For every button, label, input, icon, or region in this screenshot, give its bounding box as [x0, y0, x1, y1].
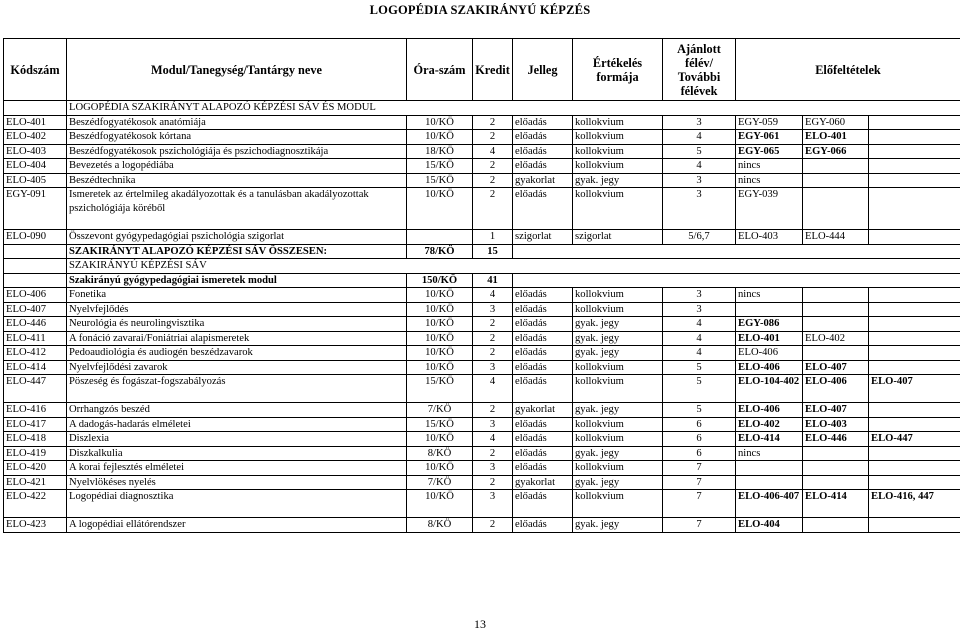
course-eval: kollokvium	[573, 375, 663, 403]
course-code: ELO-447	[4, 375, 67, 403]
table-row	[4, 417, 960, 432]
module-hours: 150/KÖ	[407, 273, 473, 288]
table-row	[4, 244, 960, 259]
course-semester: 3	[663, 188, 736, 230]
course-type: előadás	[513, 331, 573, 346]
course-semester: 6	[663, 432, 736, 447]
prereq-3	[869, 461, 960, 476]
prereq-3	[869, 346, 960, 361]
course-credit: 3	[473, 360, 513, 375]
prereq-1: ELO-406	[736, 346, 803, 361]
course-hours: 15/KÖ	[407, 375, 473, 403]
header-name: Modul/Tanegység/Tantárgy neve	[67, 39, 407, 101]
prereq-2: ELO-446	[803, 432, 869, 447]
course-name: Ismeretek az értelmileg akadályozottak és a tanulásban akadályozottak pszichológiája köréből	[67, 188, 407, 230]
header-code: Kódszám	[4, 39, 67, 101]
course-semester: 4	[663, 331, 736, 346]
course-type: szigorlat	[513, 230, 573, 245]
course-semester: 3	[663, 173, 736, 188]
header-semester: Ajánlott félév/ További félévek	[663, 39, 736, 101]
prereq-1: EGY-059	[736, 115, 803, 130]
course-name: A dadogás-hadarás elméletei	[67, 417, 407, 432]
course-type: előadás	[513, 115, 573, 130]
course-hours: 15/KÖ	[407, 173, 473, 188]
section-sum-credit: 15	[473, 244, 513, 259]
course-credit: 2	[473, 159, 513, 174]
course-name: Nyelvfejlődési zavarok	[67, 360, 407, 375]
prereq-3: ELO-447	[869, 432, 960, 447]
prereq-2	[803, 302, 869, 317]
prereq-3	[869, 360, 960, 375]
course-hours: 10/KÖ	[407, 115, 473, 130]
course-eval: gyak. jegy	[573, 446, 663, 461]
course-name: Neurológia és neurolingvisztika	[67, 317, 407, 332]
course-credit: 3	[473, 417, 513, 432]
course-credit: 2	[473, 403, 513, 418]
course-name: Nyelvlökéses nyelés	[67, 475, 407, 490]
course-hours: 15/KÖ	[407, 159, 473, 174]
course-hours: 10/KÖ	[407, 317, 473, 332]
prereq-2	[803, 317, 869, 332]
course-eval: gyak. jegy	[573, 518, 663, 533]
course-eval: gyak. jegy	[573, 403, 663, 418]
table-row	[4, 490, 960, 518]
course-semester: 7	[663, 518, 736, 533]
course-code: ELO-420	[4, 461, 67, 476]
table-row	[4, 403, 960, 418]
course-credit: 3	[473, 490, 513, 518]
course-credit: 2	[473, 518, 513, 533]
course-eval: kollokvium	[573, 115, 663, 130]
course-eval: kollokvium	[573, 159, 663, 174]
page-number: 13	[474, 617, 486, 631]
prereq-1: EGY-061	[736, 130, 803, 145]
section-row	[4, 101, 960, 116]
prereq-1: ELO-406	[736, 403, 803, 418]
prereq-2	[803, 188, 869, 230]
header-hours: Óra-szám	[407, 39, 473, 101]
prereq-3	[869, 115, 960, 130]
table-row	[4, 461, 960, 476]
prereq-3	[869, 475, 960, 490]
section-sum-hours: 78/KÖ	[407, 244, 473, 259]
course-code: ELO-422	[4, 490, 67, 518]
course-code: ELO-406	[4, 288, 67, 303]
prereq-1: ELO-406	[736, 360, 803, 375]
prereq-1: ELO-401	[736, 331, 803, 346]
course-code: ELO-401	[4, 115, 67, 130]
prereq-1: ELO-403	[736, 230, 803, 245]
prereq-3	[869, 403, 960, 418]
course-semester: 5	[663, 403, 736, 418]
table-row	[4, 230, 960, 245]
prereq-1: ELO-402	[736, 417, 803, 432]
course-name: Beszédfogyatékosok pszichológiája és pszichodiagnosztikája	[67, 144, 407, 159]
course-code: ELO-419	[4, 446, 67, 461]
prereq-2	[803, 288, 869, 303]
prereq-1: ELO-406-407	[736, 490, 803, 518]
course-name: Pedoaudiológia és audiogén beszédzavarok	[67, 346, 407, 361]
header-eval: Értékelés formája	[573, 39, 663, 101]
course-type: előadás	[513, 188, 573, 230]
course-semester: 5	[663, 144, 736, 159]
prereq-2: ELO-414	[803, 490, 869, 518]
course-name: Bevezetés a logopédiába	[67, 159, 407, 174]
prereq-1: nincs	[736, 288, 803, 303]
course-hours: 10/KÖ	[407, 188, 473, 230]
course-code: ELO-416	[4, 403, 67, 418]
course-hours: 10/KÖ	[407, 331, 473, 346]
prereq-1: ELO-104-402	[736, 375, 803, 403]
table-row	[4, 159, 960, 174]
table-cell	[513, 244, 960, 259]
table-cell	[513, 273, 960, 288]
prereq-3	[869, 173, 960, 188]
course-hours: 10/KÖ	[407, 346, 473, 361]
course-type: előadás	[513, 360, 573, 375]
course-semester: 5	[663, 375, 736, 403]
prereq-3	[869, 331, 960, 346]
course-name: Logopédiai diagnosztika	[67, 490, 407, 518]
table-row	[4, 446, 960, 461]
course-eval: kollokvium	[573, 461, 663, 476]
prereq-2: ELO-444	[803, 230, 869, 245]
course-hours: 10/KÖ	[407, 432, 473, 447]
prereq-2	[803, 475, 869, 490]
course-hours: 10/KÖ	[407, 490, 473, 518]
course-hours: 8/KÖ	[407, 518, 473, 533]
course-type: gyakorlat	[513, 475, 573, 490]
prereq-3: ELO-416, 447	[869, 490, 960, 518]
table-row	[4, 130, 960, 145]
course-semester: 4	[663, 159, 736, 174]
course-semester: 7	[663, 461, 736, 476]
section-title: SZAKIRÁNYÚ KÉPZÉSI SÁV	[67, 259, 960, 274]
course-type: előadás	[513, 144, 573, 159]
course-credit: 2	[473, 475, 513, 490]
table-cell	[4, 259, 67, 274]
course-eval: kollokvium	[573, 288, 663, 303]
prereq-2	[803, 461, 869, 476]
course-code: ELO-418	[4, 432, 67, 447]
prereq-2: ELO-403	[803, 417, 869, 432]
table-row	[4, 302, 960, 317]
course-type: előadás	[513, 302, 573, 317]
course-code: ELO-404	[4, 159, 67, 174]
prereq-1: ELO-414	[736, 432, 803, 447]
prereq-1	[736, 475, 803, 490]
course-eval: kollokvium	[573, 490, 663, 518]
prereq-3: ELO-407	[869, 375, 960, 403]
course-name: Orrhangzós beszéd	[67, 403, 407, 418]
course-eval: gyak. jegy	[573, 173, 663, 188]
course-credit: 3	[473, 302, 513, 317]
course-name: Diszkalkulia	[67, 446, 407, 461]
prereq-2	[803, 446, 869, 461]
prereq-1: nincs	[736, 173, 803, 188]
table-row	[4, 346, 960, 361]
prereq-2: ELO-406	[803, 375, 869, 403]
table-row	[4, 115, 960, 130]
prereq-1	[736, 302, 803, 317]
prereq-2: ELO-407	[803, 360, 869, 375]
course-hours: 15/KÖ	[407, 417, 473, 432]
course-hours: 10/KÖ	[407, 302, 473, 317]
curriculum-table	[3, 38, 960, 533]
prereq-3	[869, 188, 960, 230]
prereq-2	[803, 518, 869, 533]
course-credit: 4	[473, 432, 513, 447]
course-code: ELO-446	[4, 317, 67, 332]
course-code: ELO-423	[4, 518, 67, 533]
course-semester: 7	[663, 490, 736, 518]
course-type: gyakorlat	[513, 173, 573, 188]
table-cell	[4, 273, 67, 288]
course-eval: gyak. jegy	[573, 317, 663, 332]
prereq-3	[869, 446, 960, 461]
course-semester: 4	[663, 130, 736, 145]
course-eval: gyak. jegy	[573, 346, 663, 361]
table-row	[4, 331, 960, 346]
course-hours: 7/KÖ	[407, 403, 473, 418]
prereq-1: nincs	[736, 446, 803, 461]
course-type: előadás	[513, 461, 573, 476]
table-row	[4, 375, 960, 403]
prereq-3	[869, 130, 960, 145]
table-row	[4, 518, 960, 533]
table-row	[4, 475, 960, 490]
course-type: előadás	[513, 130, 573, 145]
prereq-2	[803, 159, 869, 174]
course-hours	[407, 230, 473, 245]
course-name: Beszédfogyatékosok anatómiája	[67, 115, 407, 130]
table-cell	[4, 244, 67, 259]
course-credit: 2	[473, 130, 513, 145]
table-row	[4, 144, 960, 159]
course-name: A fonáció zavarai/Foniátriai alapismeretek	[67, 331, 407, 346]
course-type: gyakorlat	[513, 403, 573, 418]
course-name: A logopédiai ellátórendszer	[67, 518, 407, 533]
course-semester: 5	[663, 360, 736, 375]
course-credit: 2	[473, 446, 513, 461]
course-hours: 10/KÖ	[407, 461, 473, 476]
header-prerequisites: Előfeltételek	[736, 39, 960, 101]
table-row	[4, 259, 960, 274]
course-eval: kollokvium	[573, 302, 663, 317]
course-type: előadás	[513, 417, 573, 432]
course-eval: kollokvium	[573, 188, 663, 230]
course-semester: 3	[663, 302, 736, 317]
table-row	[4, 273, 960, 288]
prereq-2: ELO-407	[803, 403, 869, 418]
course-eval: kollokvium	[573, 432, 663, 447]
course-code: ELO-403	[4, 144, 67, 159]
course-code: ELO-402	[4, 130, 67, 145]
table-row	[4, 288, 960, 303]
course-eval: gyak. jegy	[573, 331, 663, 346]
course-hours: 18/KÖ	[407, 144, 473, 159]
course-hours: 10/KÖ	[407, 360, 473, 375]
course-eval: kollokvium	[573, 130, 663, 145]
course-eval: gyak. jegy	[573, 475, 663, 490]
course-semester: 3	[663, 115, 736, 130]
section-title: LOGOPÉDIA SZAKIRÁNYT ALAPOZÓ KÉPZÉSI SÁV ÉS MODUL	[67, 101, 960, 116]
course-code: ELO-405	[4, 173, 67, 188]
course-credit: 2	[473, 317, 513, 332]
table-row	[4, 317, 960, 332]
prereq-3	[869, 230, 960, 245]
course-code: ELO-407	[4, 302, 67, 317]
course-name: Fonetika	[67, 288, 407, 303]
prereq-3	[869, 288, 960, 303]
prereq-1	[736, 461, 803, 476]
course-name: Beszédtechnika	[67, 173, 407, 188]
prereq-3	[869, 302, 960, 317]
prereq-3	[869, 417, 960, 432]
course-hours: 7/KÖ	[407, 475, 473, 490]
course-type: előadás	[513, 446, 573, 461]
course-code: ELO-414	[4, 360, 67, 375]
course-credit: 3	[473, 461, 513, 476]
course-credit: 2	[473, 188, 513, 230]
prereq-1: EGY-065	[736, 144, 803, 159]
course-type: előadás	[513, 375, 573, 403]
prereq-3	[869, 144, 960, 159]
course-semester: 5/6,7	[663, 230, 736, 245]
course-code: ELO-412	[4, 346, 67, 361]
table-row	[4, 188, 960, 230]
course-semester: 6	[663, 446, 736, 461]
prereq-2	[803, 346, 869, 361]
course-code: EGY-091	[4, 188, 67, 230]
course-name: Beszédfogyatékosok kórtana	[67, 130, 407, 145]
course-code: ELO-090	[4, 230, 67, 245]
course-credit: 4	[473, 288, 513, 303]
course-credit: 4	[473, 144, 513, 159]
course-eval: kollokvium	[573, 360, 663, 375]
header-row	[4, 39, 960, 101]
header-type: Jelleg	[513, 39, 573, 101]
course-code: ELO-421	[4, 475, 67, 490]
course-type: előadás	[513, 159, 573, 174]
prereq-2: ELO-401	[803, 130, 869, 145]
course-credit: 2	[473, 346, 513, 361]
document-title: LOGOPÉDIA SZAKIRÁNYÚ KÉPZÉS	[369, 3, 591, 17]
prereq-1: EGY-086	[736, 317, 803, 332]
course-semester: 4	[663, 346, 736, 361]
table-row	[4, 360, 960, 375]
course-code: ELO-417	[4, 417, 67, 432]
table-row	[4, 432, 960, 447]
course-hours: 10/KÖ	[407, 130, 473, 145]
prereq-2: ELO-402	[803, 331, 869, 346]
course-type: előadás	[513, 432, 573, 447]
prereq-3	[869, 317, 960, 332]
course-hours: 8/KÖ	[407, 446, 473, 461]
prereq-3	[869, 518, 960, 533]
prereq-3	[869, 159, 960, 174]
course-type: előadás	[513, 288, 573, 303]
prereq-2	[803, 173, 869, 188]
course-name: Pöszeség és fogászat-fogszabályozás	[67, 375, 407, 403]
header-credit: Kredit	[473, 39, 513, 101]
course-type: előadás	[513, 490, 573, 518]
module-label: Szakirányú gyógypedagógiai ismeretek modul	[67, 273, 407, 288]
course-credit: 4	[473, 375, 513, 403]
table-row	[4, 173, 960, 188]
course-credit: 1	[473, 230, 513, 245]
course-eval: szigorlat	[573, 230, 663, 245]
course-eval: kollokvium	[573, 417, 663, 432]
prereq-2: EGY-066	[803, 144, 869, 159]
prereq-1: ELO-404	[736, 518, 803, 533]
course-semester: 7	[663, 475, 736, 490]
course-eval: kollokvium	[573, 144, 663, 159]
course-code: ELO-411	[4, 331, 67, 346]
course-name: A korai fejlesztés elméletei	[67, 461, 407, 476]
module-credit: 41	[473, 273, 513, 288]
course-name: Összevont gyógypedagógiai pszichológia szigorlat	[67, 230, 407, 245]
prereq-1: nincs	[736, 159, 803, 174]
course-credit: 2	[473, 331, 513, 346]
prereq-1: EGY-039	[736, 188, 803, 230]
course-type: előadás	[513, 317, 573, 332]
prereq-2: EGY-060	[803, 115, 869, 130]
course-semester: 4	[663, 317, 736, 332]
course-credit: 2	[473, 115, 513, 130]
course-semester: 6	[663, 417, 736, 432]
course-semester: 3	[663, 288, 736, 303]
course-type: előadás	[513, 518, 573, 533]
course-name: Diszlexia	[67, 432, 407, 447]
course-type: előadás	[513, 346, 573, 361]
course-credit: 2	[473, 173, 513, 188]
section-sum-label: SZAKIRÁNYT ALAPOZÓ KÉPZÉSI SÁV ÖSSZESEN:	[67, 244, 407, 259]
course-hours: 10/KÖ	[407, 288, 473, 303]
course-name: Nyelvfejlődés	[67, 302, 407, 317]
